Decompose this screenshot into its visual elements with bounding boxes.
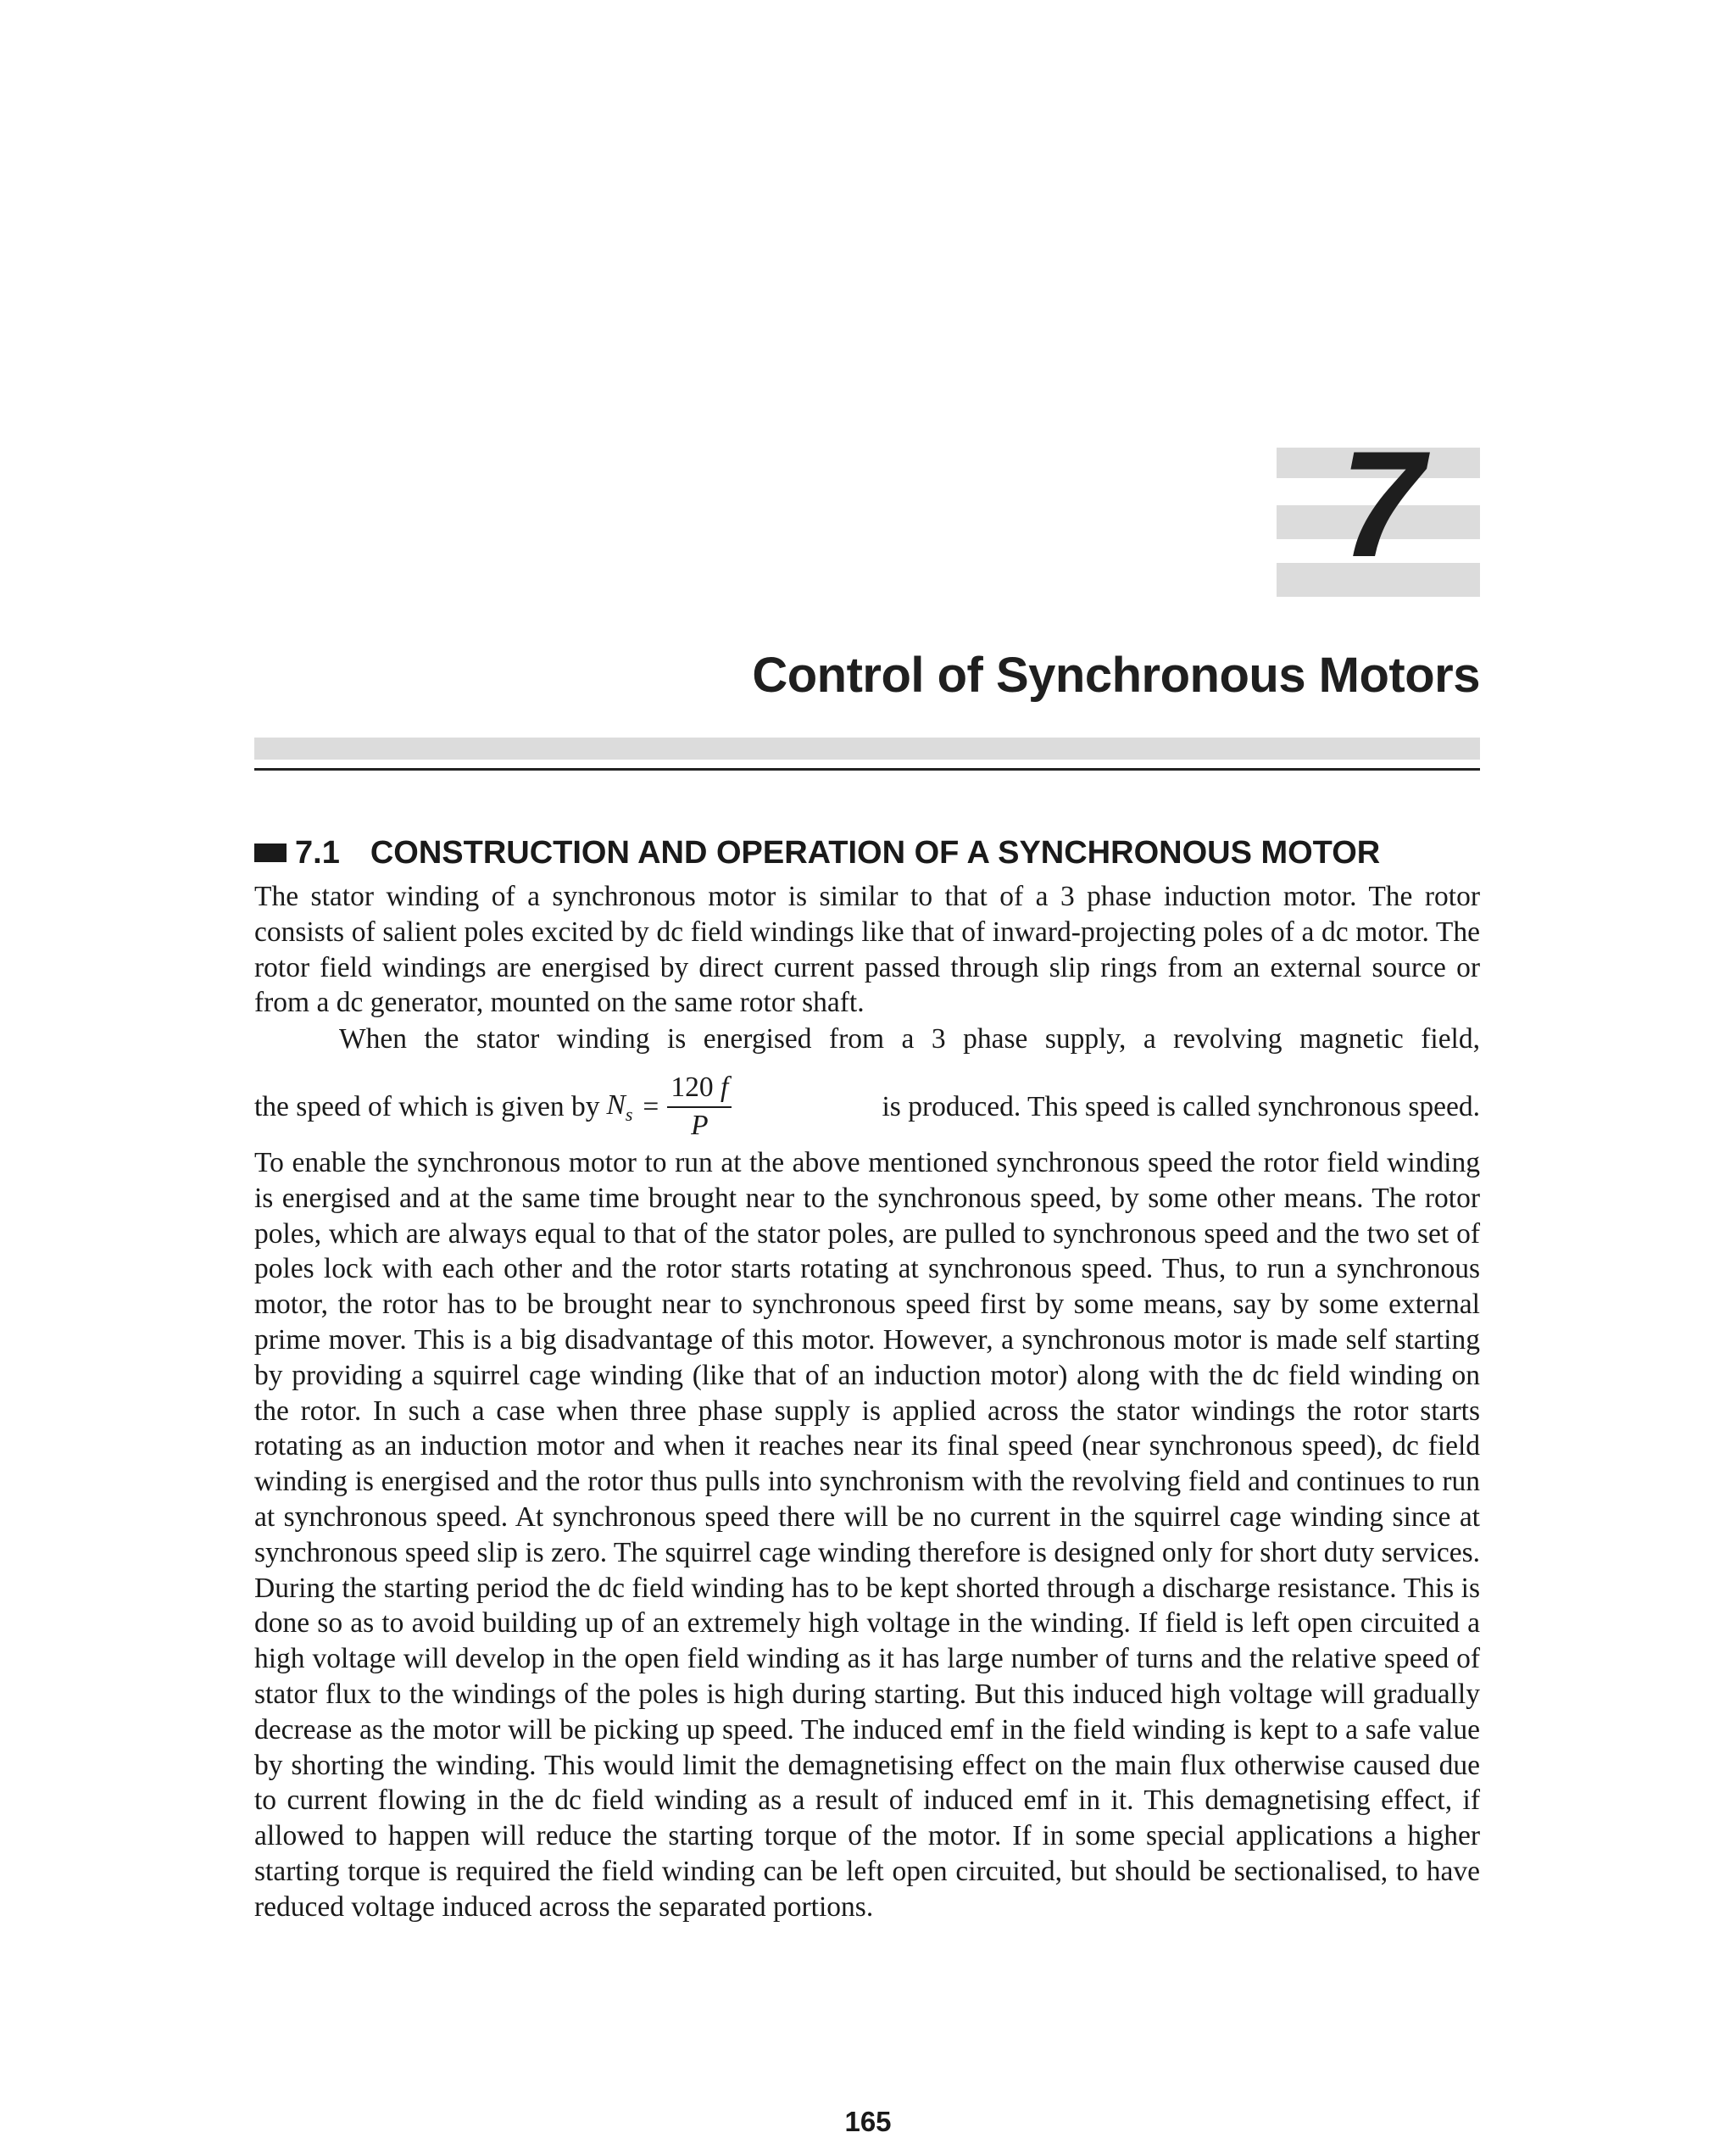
section-heading xyxy=(254,834,1380,871)
section-title: CONSTRUCTION AND OPERATION OF A SYNCHRONOUS MOTOR xyxy=(370,835,1381,871)
formula-lead-text: the speed of which is given by xyxy=(254,1091,600,1122)
paragraph-2-line-1: When the stator winding is energised from a 3 phase supply, a revolving magnetic field, xyxy=(339,1023,1480,1055)
paragraph-1: The stator winding of a synchronous motor is similar to that of a 3 phase induction motor. The rotor consists of salient poles excited by dc field windings like that of inward-projecting poles of a dc motor. The rotor field windings are energised by direct current passed through slip rings from an external source or from a dc generator, mounted on the same rotor shaft. xyxy=(254,881,1480,1019)
title-rule xyxy=(254,768,1480,771)
synchronous-speed-symbol: $N_s$ xyxy=(606,1088,633,1125)
fraction-denominator: P xyxy=(691,1110,709,1141)
fraction-numerator: 120 f xyxy=(667,1072,732,1108)
title-band xyxy=(254,738,1480,760)
chapter-number: 7 xyxy=(1340,420,1424,588)
equals-sign: = xyxy=(643,1091,659,1122)
section-number: 7.1 xyxy=(295,835,340,871)
formula-line xyxy=(254,1068,1480,1146)
chapter-title: Control of Synchronous Motors xyxy=(752,648,1480,703)
section-marker-icon xyxy=(254,844,287,862)
chapter-number-block xyxy=(1277,420,1480,597)
page-number: 165 xyxy=(844,2106,892,2137)
formula-trail-text: is produced. This speed is called synchronous speed. xyxy=(882,1091,1480,1122)
speed-fraction xyxy=(667,1072,732,1142)
paragraph-3: To enable the synchronous motor to run at the above mentioned synchronous speed the rotor field winding is energised and at the same time brought near to the synchronous speed, by some other means. The rotor poles, which are always equal to that of the stator poles, are pulled to synchronous speed and the two set of poles lock with each other and the rotor starts rotating at synchronous speed. Thus, to run a synchronous motor, the rotor has to be brought near to synchronous speed first by some means, say by some external prime mover. This is a big disadvantage of this motor. However, a synchronous motor is made self starting by providing a squirrel cage winding (like that of an induction motor) along with the dc field winding on the rotor. In such a case when three phase supply is applied across the stator windings the rotor starts rotating as an induction motor and when it reaches near its final speed (near synchronous speed), dc field winding is energised and the rotor thus pulls into synchronism with the revolving field and continues to run at synchronous speed. At synchronous speed there will be no current in the squirrel cage winding since at synchronous speed slip is zero. The squirrel cage winding therefore is designed only for short duty services. During the starting period the dc field winding has to be kept shorted through a discharge resistance. This is done so as to avoid building up of an extremely high voltage in the winding. If field is left open circuited a high voltage will develop in the open field winding as it has large number of turns and the relative speed of stator flux to the windings of the poles is high during starting. But this induced high voltage will gradually decrease as the motor will be picking up speed. The induced emf in the field winding is kept to a safe value by shorting the winding. This would limit the demagnetising effect on the main flux otherwise caused due to current flowing in the dc field winding as a result of induced emf in it. This demagnetising effect, if allowed to happen will reduce the starting torque of the motor. If in some special applications a higher starting torque is required the field winding can be left open circuited, but should be sectionalised, to have reduced voltage induced across the separated portions. xyxy=(254,1147,1480,1923)
formula-intro xyxy=(254,1072,747,1142)
